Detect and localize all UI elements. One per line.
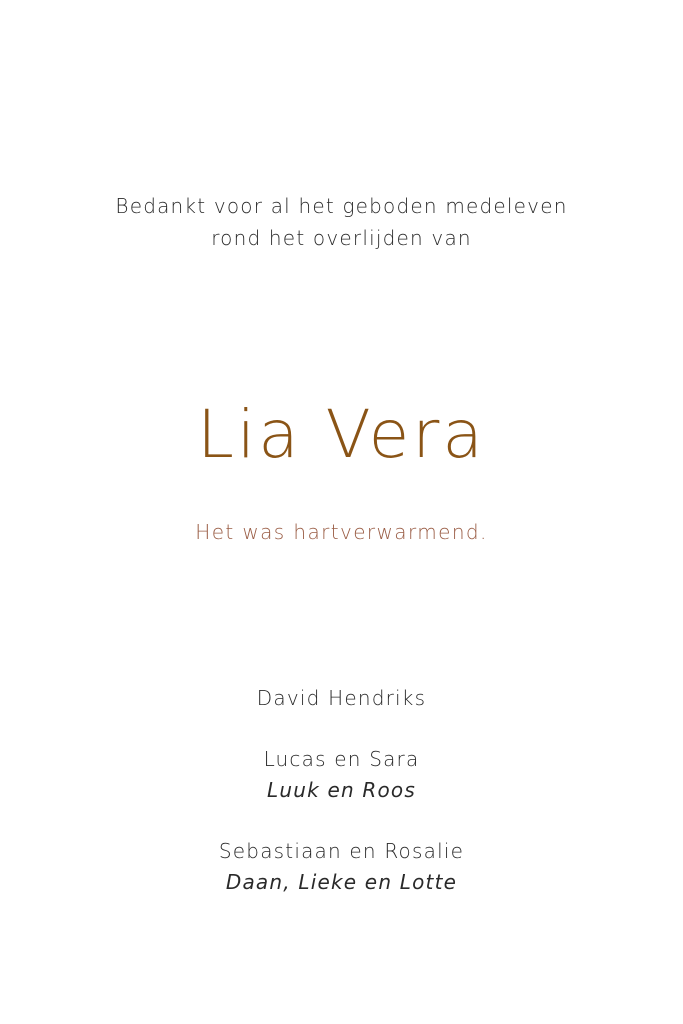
family-member-2-children: Luuk en Roos <box>267 778 416 802</box>
intro-line-1: Bedankt voor al het geboden medeleven <box>115 194 568 218</box>
family-member-3: Sebastiaan en Rosalie <box>218 839 465 863</box>
family-member-3-children: Daan, Lieke en Lotte <box>225 870 458 894</box>
family-member-1: David Hendriks <box>256 686 427 710</box>
subtitle: Het was hartverwarmend. <box>195 520 488 544</box>
family-member-2: Lucas en Sara <box>263 747 420 771</box>
deceased-name: Lia Vera <box>197 396 486 473</box>
intro-line-2: rond het overlijden van <box>211 226 472 250</box>
